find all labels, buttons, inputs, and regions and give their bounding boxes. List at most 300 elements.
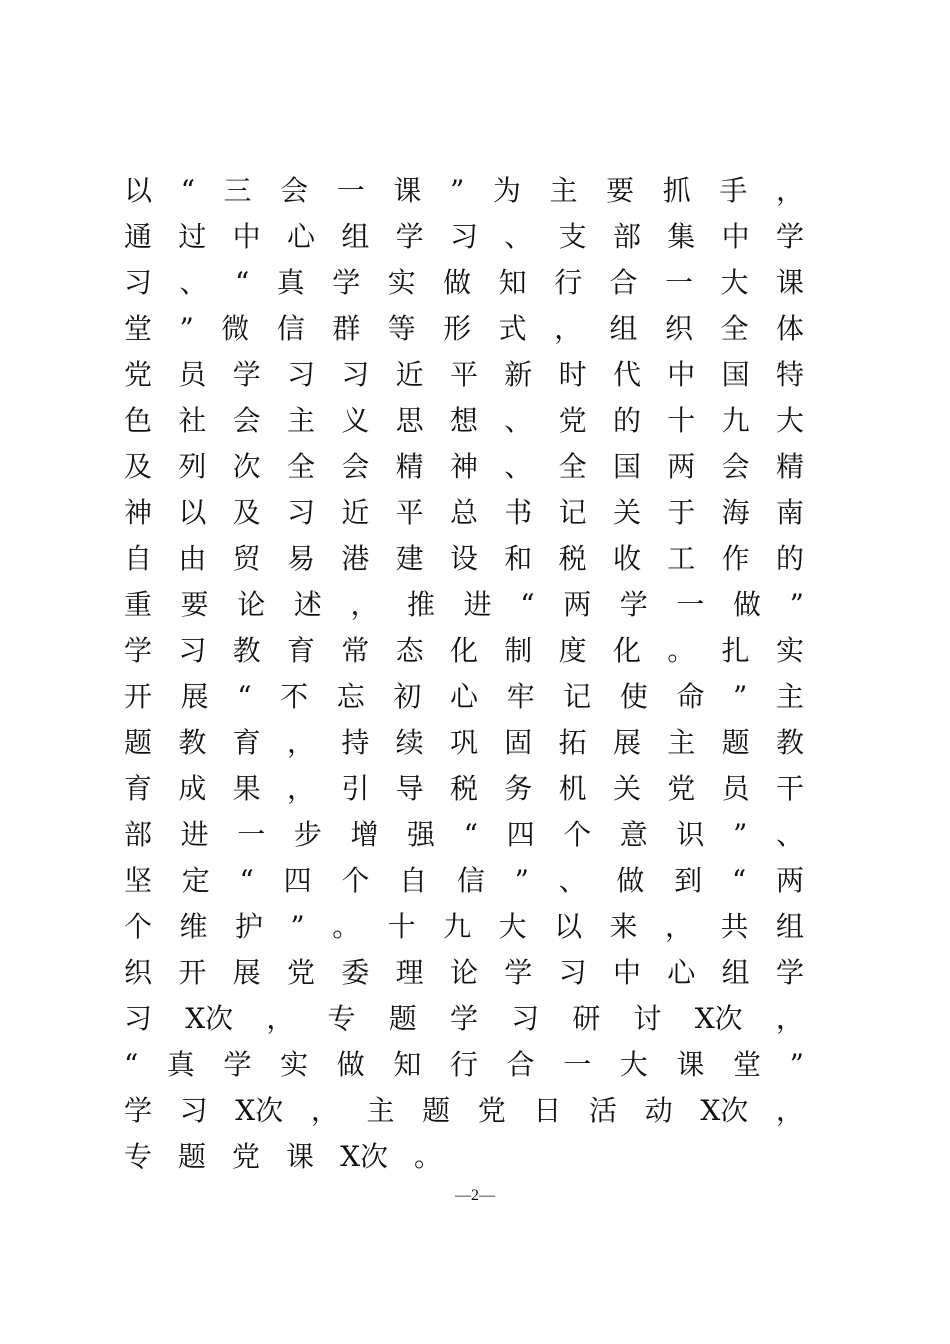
text-char: 中 bbox=[667, 358, 696, 391]
text-char: 专 bbox=[124, 1140, 153, 1173]
text-char: 会 bbox=[232, 404, 261, 437]
text-char: 习 bbox=[178, 634, 207, 667]
text-char: 学 bbox=[332, 266, 361, 299]
text-char: 国 bbox=[721, 358, 750, 391]
text-char: 命 bbox=[676, 680, 705, 713]
text-char: 展 bbox=[180, 680, 209, 713]
text-char: 及 bbox=[124, 450, 153, 483]
text-char: 识 bbox=[676, 818, 705, 851]
text-char: 党 bbox=[232, 1140, 261, 1173]
text-char: 引 bbox=[341, 772, 370, 805]
text-char: 态 bbox=[395, 634, 424, 667]
text-char: 育 bbox=[286, 634, 315, 667]
text-char: 主 bbox=[775, 680, 804, 713]
text-char: 成 bbox=[178, 772, 207, 805]
text-char: 专 bbox=[327, 1002, 356, 1035]
text-char: 、 bbox=[504, 220, 533, 253]
text-char: 组 bbox=[341, 220, 370, 253]
text-char: 心 bbox=[449, 680, 478, 713]
text-char: 行 bbox=[449, 1048, 478, 1081]
text-char: 题 bbox=[178, 1140, 207, 1173]
text-line bbox=[124, 490, 804, 536]
text-char: 学 bbox=[619, 588, 648, 621]
text-char: 十 bbox=[387, 910, 416, 943]
text-char: 书 bbox=[504, 496, 533, 529]
text-char: 合 bbox=[506, 1048, 535, 1081]
text-char: 习 bbox=[179, 1094, 208, 1127]
text-char: 及 bbox=[232, 496, 261, 529]
text-char: 一 bbox=[563, 1048, 592, 1081]
text-char: 部 bbox=[612, 220, 641, 253]
text-char: 个 bbox=[124, 910, 153, 943]
text-char: 定 bbox=[181, 864, 210, 897]
text-char: 一 bbox=[676, 588, 705, 621]
text-char: “ bbox=[731, 864, 747, 897]
text-char: 习 bbox=[449, 220, 478, 253]
text-char: 织 bbox=[665, 312, 694, 345]
text-char: 进 bbox=[463, 588, 492, 621]
text-char: 学 bbox=[775, 956, 804, 989]
text-char: 一 bbox=[336, 174, 365, 207]
text-char: 会 bbox=[341, 450, 370, 483]
text-line bbox=[124, 628, 804, 674]
text-char: 新 bbox=[504, 358, 533, 391]
text-char: ， bbox=[775, 174, 804, 207]
text-char: 平 bbox=[395, 496, 424, 529]
text-char: “ bbox=[239, 864, 254, 897]
text-char: 大 bbox=[619, 1048, 648, 1081]
text-char: 关 bbox=[612, 772, 641, 805]
text-line bbox=[124, 168, 804, 214]
text-char: 重 bbox=[124, 588, 153, 621]
text-char: X次 bbox=[235, 1094, 284, 1127]
text-char: 展 bbox=[612, 726, 641, 759]
text-char: 习 bbox=[286, 496, 315, 529]
text-char: 组 bbox=[609, 312, 638, 345]
text-char: 来 bbox=[609, 910, 638, 943]
text-char: 真 bbox=[166, 1048, 195, 1081]
text-char: ” bbox=[733, 818, 748, 851]
text-char: 中 bbox=[232, 220, 261, 253]
page-number: —2— bbox=[455, 1187, 495, 1204]
text-char: 精 bbox=[395, 450, 424, 483]
text-line bbox=[124, 398, 804, 444]
text-char: ， bbox=[775, 1094, 804, 1127]
text-char: 思 bbox=[395, 404, 424, 437]
text-char: 和 bbox=[504, 542, 533, 575]
text-line bbox=[124, 858, 804, 904]
text-char: 一 bbox=[237, 818, 266, 851]
text-char: ， bbox=[310, 1094, 339, 1127]
text-char: 持 bbox=[341, 726, 370, 759]
text-char: 知 bbox=[498, 266, 527, 299]
text-char: 九 bbox=[443, 910, 472, 943]
text-char: 大 bbox=[498, 910, 527, 943]
text-line bbox=[124, 536, 804, 582]
text-char: X次 bbox=[340, 1140, 388, 1173]
text-char: 列 bbox=[178, 450, 207, 483]
text-char: 十 bbox=[667, 404, 696, 437]
text-char: 两 bbox=[667, 450, 696, 483]
text-char: 记 bbox=[558, 496, 587, 529]
text-char: 务 bbox=[504, 772, 533, 805]
text-char: 平 bbox=[449, 358, 478, 391]
text-line bbox=[124, 214, 804, 260]
text-char: 支 bbox=[558, 220, 587, 253]
text-char: 开 bbox=[178, 956, 207, 989]
text-char: 两 bbox=[775, 864, 804, 897]
text-char: X次 bbox=[694, 1002, 743, 1035]
text-char: 忘 bbox=[336, 680, 365, 713]
text-char: 由 bbox=[178, 542, 207, 575]
text-char: 机 bbox=[558, 772, 587, 805]
text-char: ， bbox=[775, 1002, 804, 1035]
text-char: 题 bbox=[388, 1002, 417, 1035]
text-char: 神 bbox=[124, 496, 153, 529]
text-char: 组 bbox=[721, 956, 750, 989]
text-char: 扎 bbox=[721, 634, 750, 667]
text-char: 大 bbox=[720, 266, 749, 299]
text-line bbox=[124, 674, 804, 720]
text-char: 通 bbox=[124, 220, 153, 253]
text-char: 员 bbox=[721, 772, 750, 805]
text-char: 近 bbox=[341, 496, 370, 529]
text-line bbox=[124, 766, 804, 812]
text-char: ， bbox=[350, 588, 379, 621]
body-text bbox=[124, 168, 804, 1180]
text-char: 化 bbox=[612, 634, 641, 667]
text-char: 到 bbox=[674, 864, 703, 897]
text-char: 收 bbox=[612, 542, 641, 575]
text-char: 强 bbox=[407, 818, 436, 851]
text-char: 关 bbox=[612, 496, 641, 529]
text-char: ” bbox=[733, 680, 748, 713]
text-char: 坚 bbox=[124, 864, 153, 897]
text-char: 实 bbox=[280, 1048, 309, 1081]
text-char: 党 bbox=[558, 404, 587, 437]
text-char: 神 bbox=[449, 450, 478, 483]
text-char: 主 bbox=[286, 404, 315, 437]
text-char: 两 bbox=[563, 588, 592, 621]
text-char: 工 bbox=[667, 542, 696, 575]
text-char: 学 bbox=[449, 1002, 478, 1035]
text-char: 四 bbox=[506, 818, 535, 851]
text-char: 组 bbox=[775, 910, 804, 943]
text-char: 课 bbox=[775, 266, 804, 299]
text-char: ” bbox=[514, 864, 529, 897]
text-char: 不 bbox=[280, 680, 309, 713]
text-char: ， bbox=[266, 1002, 295, 1035]
text-char: 固 bbox=[504, 726, 533, 759]
text-char: 。 bbox=[667, 634, 696, 667]
text-char: 于 bbox=[667, 496, 696, 529]
text-char: 记 bbox=[563, 680, 592, 713]
text-char: 推 bbox=[407, 588, 436, 621]
text-char: 特 bbox=[775, 358, 804, 391]
text-char: 教 bbox=[775, 726, 804, 759]
text-line bbox=[124, 996, 804, 1042]
text-char: 知 bbox=[393, 1048, 422, 1081]
text-char: 题 bbox=[422, 1094, 451, 1127]
text-char: 手 bbox=[719, 174, 748, 207]
text-line bbox=[124, 812, 804, 858]
text-char: 实 bbox=[775, 634, 804, 667]
text-char: 度 bbox=[558, 634, 587, 667]
text-char: ” bbox=[290, 910, 305, 943]
text-char: ， bbox=[286, 726, 315, 759]
text-char: 习 bbox=[341, 358, 370, 391]
text-char: “ bbox=[520, 588, 535, 621]
text-char: “ bbox=[234, 266, 250, 299]
text-char: 等 bbox=[387, 312, 416, 345]
text-char: 委 bbox=[341, 956, 370, 989]
text-char: 海 bbox=[721, 496, 750, 529]
text-char: 设 bbox=[449, 542, 478, 575]
text-char: 习 bbox=[558, 956, 587, 989]
text-char: 意 bbox=[619, 818, 648, 851]
text-char: 形 bbox=[443, 312, 472, 345]
text-char: “ bbox=[463, 818, 478, 851]
text-char: 为 bbox=[492, 174, 521, 207]
text-char: 党 bbox=[124, 358, 153, 391]
text-char: 部 bbox=[124, 818, 153, 851]
text-char: 习 bbox=[511, 1002, 540, 1035]
text-char: 做 bbox=[733, 588, 762, 621]
text-line bbox=[124, 582, 804, 628]
text-char: 制 bbox=[504, 634, 533, 667]
text-char: 的 bbox=[775, 542, 804, 575]
text-char: 以 bbox=[124, 174, 153, 207]
text-char: 研 bbox=[572, 1002, 601, 1035]
text-char: 党 bbox=[286, 956, 315, 989]
text-char: 论 bbox=[237, 588, 266, 621]
text-char: 续 bbox=[395, 726, 424, 759]
text-char: X次 bbox=[700, 1094, 749, 1127]
text-char: 育 bbox=[124, 772, 153, 805]
text-char: “ bbox=[124, 1048, 139, 1081]
text-char: 增 bbox=[350, 818, 379, 851]
text-char: 育 bbox=[232, 726, 261, 759]
text-char: 学 bbox=[124, 634, 153, 667]
text-char: 全 bbox=[558, 450, 587, 483]
text-char: 党 bbox=[477, 1094, 506, 1127]
text-line bbox=[124, 444, 804, 490]
text-char: ” bbox=[789, 1048, 804, 1081]
text-char: 巩 bbox=[449, 726, 478, 759]
text-char: 以 bbox=[554, 910, 583, 943]
text-char: 抓 bbox=[662, 174, 691, 207]
text-line bbox=[124, 950, 804, 996]
text-char: 心 bbox=[667, 956, 696, 989]
text-char: 课 bbox=[286, 1140, 315, 1173]
text-char: 以 bbox=[178, 496, 207, 529]
text-char: 。 bbox=[414, 1140, 443, 1173]
text-char: 作 bbox=[721, 542, 750, 575]
text-char: 学 bbox=[223, 1048, 252, 1081]
text-char: 、 bbox=[179, 266, 208, 299]
text-char: 堂 bbox=[733, 1048, 762, 1081]
text-line-last bbox=[124, 1134, 804, 1180]
text-char: ” bbox=[179, 312, 194, 345]
text-char: 化 bbox=[449, 634, 478, 667]
text-char: 行 bbox=[554, 266, 583, 299]
text-char: 学 bbox=[232, 358, 261, 391]
text-char: 港 bbox=[341, 542, 370, 575]
text-char: 导 bbox=[395, 772, 424, 805]
text-char: 自 bbox=[399, 864, 428, 897]
text-char: 习 bbox=[124, 1002, 153, 1035]
text-line bbox=[124, 1042, 804, 1088]
text-char: 果 bbox=[232, 772, 261, 805]
text-char: 税 bbox=[449, 772, 478, 805]
text-char: 、 bbox=[504, 404, 533, 437]
text-line bbox=[124, 720, 804, 766]
text-char: 心 bbox=[286, 220, 315, 253]
text-char: 堂 bbox=[124, 312, 153, 345]
text-char: 一 bbox=[665, 266, 694, 299]
text-char: 集 bbox=[667, 220, 696, 253]
text-line bbox=[124, 352, 804, 398]
text-char: 个 bbox=[563, 818, 592, 851]
text-char: 全 bbox=[286, 450, 315, 483]
text-char: 展 bbox=[232, 956, 261, 989]
text-char: 教 bbox=[178, 726, 207, 759]
text-char: 要 bbox=[180, 588, 209, 621]
text-char: ” bbox=[789, 588, 804, 621]
text-char: 建 bbox=[395, 542, 424, 575]
text-char: 动 bbox=[644, 1094, 673, 1127]
text-char: 习 bbox=[286, 358, 315, 391]
text-char: 易 bbox=[286, 542, 315, 575]
text-char: “ bbox=[237, 680, 252, 713]
text-char: ， bbox=[554, 312, 583, 345]
text-char: 。 bbox=[332, 910, 361, 943]
text-char: 总 bbox=[449, 496, 478, 529]
text-char: 护 bbox=[234, 910, 263, 943]
text-char: 使 bbox=[619, 680, 648, 713]
text-char: 色 bbox=[124, 404, 153, 437]
text-char: 中 bbox=[721, 220, 750, 253]
text-char: 微 bbox=[221, 312, 250, 345]
text-char: ， bbox=[286, 772, 315, 805]
text-char: 国 bbox=[612, 450, 641, 483]
text-char: 常 bbox=[341, 634, 370, 667]
text-char: 论 bbox=[449, 956, 478, 989]
text-char: 过 bbox=[178, 220, 207, 253]
text-char: 时 bbox=[558, 358, 587, 391]
text-char: 群 bbox=[332, 312, 361, 345]
text-char: 信 bbox=[456, 864, 485, 897]
text-char: 社 bbox=[178, 404, 207, 437]
text-char: 全 bbox=[720, 312, 749, 345]
text-char: 学 bbox=[124, 1094, 153, 1127]
text-char: 贸 bbox=[232, 542, 261, 575]
text-char: 实 bbox=[387, 266, 416, 299]
text-char: 日 bbox=[533, 1094, 562, 1127]
text-char: 三 bbox=[223, 174, 252, 207]
text-char: 代 bbox=[612, 358, 641, 391]
text-char: 讨 bbox=[633, 1002, 662, 1035]
text-char: 大 bbox=[775, 404, 804, 437]
text-char: 干 bbox=[775, 772, 804, 805]
text-char: 学 bbox=[775, 220, 804, 253]
text-char: 教 bbox=[232, 634, 261, 667]
text-char: 共 bbox=[720, 910, 749, 943]
text-char: 自 bbox=[124, 542, 153, 575]
text-char: 员 bbox=[178, 358, 207, 391]
text-char: 体 bbox=[775, 312, 804, 345]
text-char: 牢 bbox=[506, 680, 535, 713]
text-char: 拓 bbox=[558, 726, 587, 759]
text-char: 开 bbox=[124, 680, 153, 713]
text-char: 主 bbox=[667, 726, 696, 759]
text-char: 个 bbox=[341, 864, 370, 897]
text-char: 学 bbox=[395, 220, 424, 253]
text-char: 习 bbox=[124, 266, 153, 299]
text-char: 初 bbox=[393, 680, 422, 713]
text-char: 南 bbox=[775, 496, 804, 529]
text-char: 会 bbox=[721, 450, 750, 483]
text-line bbox=[124, 260, 804, 306]
text-char: 、 bbox=[504, 450, 533, 483]
text-char: 主 bbox=[366, 1094, 395, 1127]
text-char: 式 bbox=[498, 312, 527, 345]
text-char: 合 bbox=[609, 266, 638, 299]
text-char: 题 bbox=[721, 726, 750, 759]
text-char: 九 bbox=[721, 404, 750, 437]
text-char: 维 bbox=[179, 910, 208, 943]
text-char: 主 bbox=[549, 174, 578, 207]
text-char: “ bbox=[180, 174, 195, 207]
text-char: 要 bbox=[606, 174, 635, 207]
text-char: 义 bbox=[341, 404, 370, 437]
text-char: ” bbox=[449, 174, 465, 207]
text-char: X次 bbox=[185, 1002, 234, 1035]
text-char: 做 bbox=[616, 864, 645, 897]
text-line bbox=[124, 904, 804, 950]
text-char: 进 bbox=[180, 818, 209, 851]
text-char: 理 bbox=[395, 956, 424, 989]
text-char: 四 bbox=[283, 864, 312, 897]
text-char: 次 bbox=[232, 450, 261, 483]
text-char: 想 bbox=[449, 404, 478, 437]
text-char: 步 bbox=[293, 818, 322, 851]
text-char: 中 bbox=[612, 956, 641, 989]
text-char: 做 bbox=[443, 266, 472, 299]
text-char: 、 bbox=[558, 864, 587, 897]
text-char: ， bbox=[665, 910, 694, 943]
text-char: 题 bbox=[124, 726, 153, 759]
text-char: 精 bbox=[775, 450, 804, 483]
text-char: 织 bbox=[124, 956, 153, 989]
text-char: 真 bbox=[276, 266, 305, 299]
text-char: 做 bbox=[336, 1048, 365, 1081]
text-char: 会 bbox=[280, 174, 309, 207]
text-char: 、 bbox=[775, 818, 804, 851]
text-char: 学 bbox=[504, 956, 533, 989]
text-char: 述 bbox=[293, 588, 322, 621]
text-char: 税 bbox=[558, 542, 587, 575]
text-char: 课 bbox=[393, 174, 422, 207]
text-char: 课 bbox=[676, 1048, 705, 1081]
text-char: 党 bbox=[667, 772, 696, 805]
text-char: 信 bbox=[276, 312, 305, 345]
text-char: 活 bbox=[589, 1094, 618, 1127]
text-char: 近 bbox=[395, 358, 424, 391]
text-line bbox=[124, 306, 804, 352]
text-char: 的 bbox=[612, 404, 641, 437]
text-line bbox=[124, 1088, 804, 1134]
